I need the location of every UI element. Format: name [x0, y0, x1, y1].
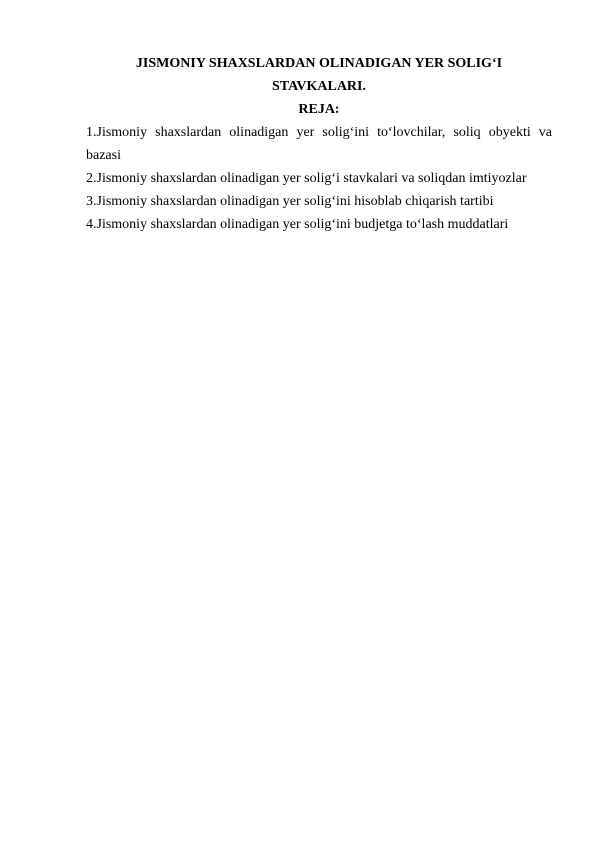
- document-title-line2: STAVKALARI.: [271, 79, 366, 94]
- plan-list: [86, 121, 552, 236]
- plan-item-2: 2.Jismoniy shaxslardan olinadigan yer solig‘i stavkalari va soliqdan imtiyozlar: [86, 171, 527, 186]
- plan-heading: REJA:: [298, 102, 340, 117]
- document-title-line1: JISMONIY SHAXSLARDAN OLINADIGAN YER SOLIG‘I: [135, 56, 503, 71]
- plan-item-4: 4.Jismoniy shaxslardan olinadigan yer solig‘ini budjetga to‘lash muddatlari: [86, 217, 509, 232]
- plan-item-1: 1.Jismoniy shaxslardan olinadigan yer solig‘ini to‘lovchilar, soliq obyekti va bazasi: [86, 125, 552, 163]
- document-content: [86, 52, 552, 236]
- plan-item-3: 3.Jismoniy shaxslardan olinadigan yer solig‘ini hisoblab chiqarish tartibi: [86, 194, 494, 209]
